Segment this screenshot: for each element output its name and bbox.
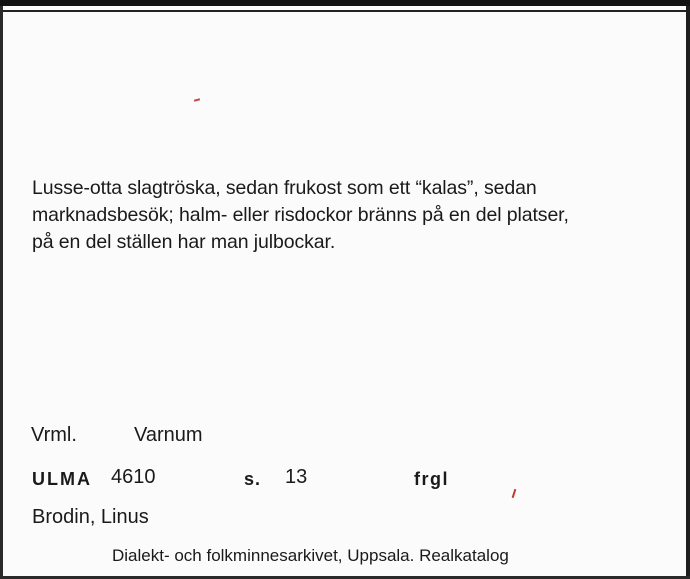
archive-footer: Dialekt- och folkminnesarkivet, Uppsala. Realkatalog: [112, 546, 509, 565]
collector-name: Brodin, Linus: [32, 506, 149, 528]
province-label: Vrml.: [31, 424, 77, 446]
card-right-edge: [686, 6, 690, 579]
description-line: på en del ställen har man julbockar.: [32, 231, 336, 253]
card-top-edge: [0, 0, 690, 6]
archive-code: ULMA: [32, 469, 92, 489]
red-ink-mark: [512, 489, 517, 498]
card-left-edge: [0, 6, 3, 579]
category-code: frgl: [414, 469, 449, 489]
page-number: 13: [285, 466, 308, 488]
description-line: Lusse-otta slagtröska, sedan frukost som ett “kalas”, sedan: [32, 177, 537, 199]
archive-number: 4610: [111, 466, 156, 488]
red-ink-mark: [194, 98, 200, 101]
page-label: s.: [244, 469, 262, 489]
parish-label: Varnum: [134, 424, 203, 446]
card-top-rule: [0, 10, 690, 12]
description-line: marknadsbesök; halm- eller risdockor bränns på en del platser,: [32, 204, 569, 226]
record-description: [32, 175, 662, 256]
